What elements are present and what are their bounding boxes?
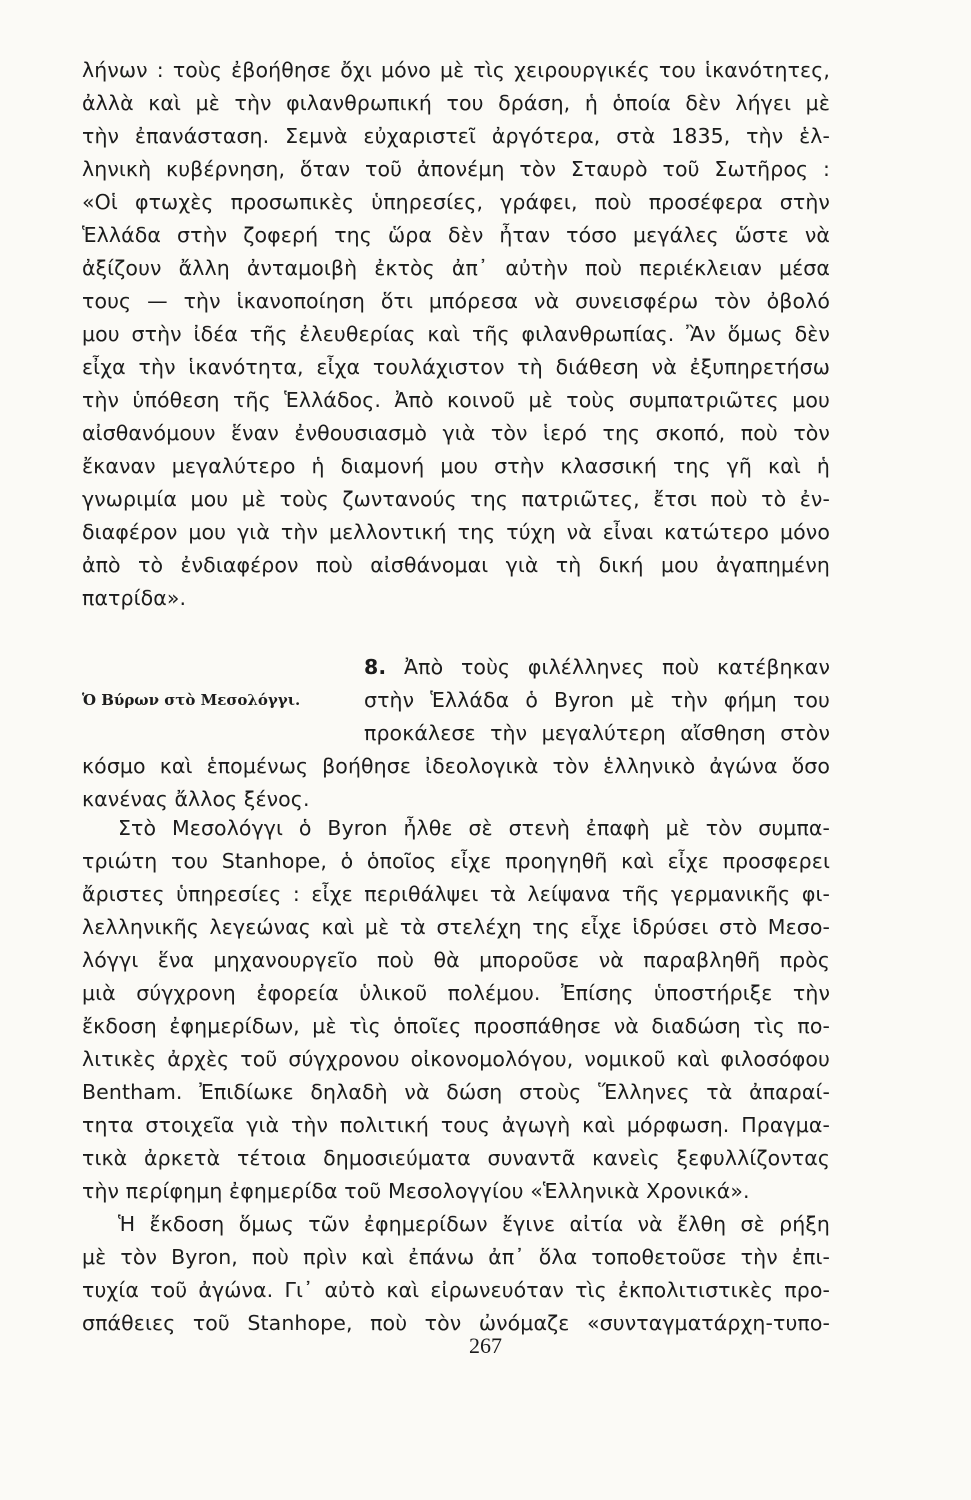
paragraph-first-line: Ἡ ἔκδοση ὅμως τῶν ἐφημερίδων ἔγινε αἰτία νὰ ἔλθη σὲ ρήξη bbox=[118, 1212, 830, 1236]
text-line: αἰσθανόμουν ἕναν ἐνθουσιασμὸ γιὰ τὸν ἱερό της σκοπό, ποὺ τὸν bbox=[82, 421, 830, 445]
text-line: σπάθειες τοῦ Stanhope, ποὺ τὸν ὠνόμαζε «συνταγματάρχη-τυπο- bbox=[82, 1311, 830, 1335]
text-line: λιτικὲς ἀρχὲς τοῦ σύγχρονου οἰκονομολόγου, νομικοῦ καὶ φιλοσόφου bbox=[82, 1047, 830, 1071]
section-number: 8. bbox=[364, 655, 387, 679]
text-line: κανένας ἄλλος ξένος. bbox=[82, 787, 310, 811]
text-line: λόγγι ἕνα μηχανουργεῖο ποὺ θὰ μποροῦσε νὰ παραβληθῆ πρὸς bbox=[82, 948, 830, 972]
text-line: τυχία τοῦ ἀγώνα. Γι᾽ αὐτὸ καὶ εἰρωνευόταν τὶς ἐκπολιτιστικὲς προ- bbox=[82, 1278, 830, 1302]
text-line: κόσμο καὶ ἑπομένως βοήθησε ἰδεολογικὰ τὸν ἑλληνικὸ ἀγώνα ὅσο bbox=[82, 754, 830, 778]
section-heading-line bbox=[364, 651, 830, 684]
text-line: τὴν περίφημη ἐφημερίδα τοῦ Μεσολογγίου «Ἑλληνικὰ Χρονικά». bbox=[82, 1179, 750, 1203]
text-line: «Οἱ φτωχὲς προσωπικὲς ὑπηρεσίες, γράφει, ποὺ προσέφερα στὴν bbox=[82, 190, 830, 214]
text-line: τὴν ὑπόθεση τῆς Ἑλλάδος. Ἀπὸ κοινοῦ μὲ τοὺς συμπατριῶτες μου bbox=[82, 388, 830, 412]
text-line: στὴν Ἑλλάδα ὁ Byron μὲ τὴν φήμη του bbox=[364, 688, 830, 712]
text-line: πατρίδα». bbox=[82, 586, 187, 610]
side-heading: Ὁ Βύρων στὸ Μεσολόγγι. bbox=[82, 691, 301, 709]
section-line-text: Ἀπὸ τοὺς φιλέλληνες ποὺ κατέβηκαν bbox=[404, 655, 830, 679]
text-line: τους — τὴν ἱκανοποίηση ὅτι μπόρεσα νὰ συνεισφέρω τὸν ὀβολό bbox=[82, 289, 830, 313]
text-line: μιὰ σύγχρονη ἐφορεία ὑλικοῦ πολέμου. Ἐπίσης ὑποστήριξε τὴν bbox=[82, 981, 830, 1005]
text-line: ληνικὴ κυβέρνηση, ὅταν τοῦ ἀπονέμη τὸν Σταυρὸ τοῦ Σωτῆρος : bbox=[82, 157, 830, 181]
text-line: Bentham. Ἐπιδίωκε δηλαδὴ νὰ δώση στοὺς Ἕλληνες τὰ ἀπαραί- bbox=[82, 1080, 830, 1104]
text-line: Ἑλλάδα στὴν ζοφερή της ὥρα δὲν ἦταν τόσο μεγάλες ὥστε νὰ bbox=[82, 223, 830, 247]
text-line: τητα στοιχεῖα γιὰ τὴν πολιτική τους ἀγωγὴ καὶ μόρφωση. Πραγμα- bbox=[82, 1113, 830, 1137]
text-line: μὲ τὸν Byron, ποὺ πρὶν καὶ ἐπάνω ἀπ᾽ ὅλα τοποθετοῦσε τὴν ἐπι- bbox=[82, 1245, 830, 1269]
page-number: 267 bbox=[469, 1333, 502, 1358]
text-line: ἀλλὰ καὶ μὲ τὴν φιλανθρωπική του δράση, ἡ ὁποία δὲν λήγει μὲ bbox=[82, 91, 830, 115]
text-line: τὴν ἐπανάσταση. Σεμνὰ εὐχαριστεῖ ἀργότερα, στὰ 1835, τὴν ἑλ- bbox=[82, 124, 830, 148]
text-line: προκάλεσε τὴν μεγαλύτερη αἴσθηση στὸν bbox=[364, 721, 830, 745]
text-line: ἔκδοση ἐφημερίδων, μὲ τὶς ὁποῖες προσπάθησε νὰ διαδώση τὶς πο- bbox=[82, 1014, 830, 1038]
text-line: τριώτη του Stanhope, ὁ ὁποῖος εἶχε προηγηθῆ καὶ εἶχε προσφερει bbox=[82, 849, 830, 873]
text-line: ἔκαναν μεγαλύτερο ἡ διαμονή μου στὴν κλασσική της γῆ καὶ ἡ bbox=[82, 454, 830, 478]
text-line: λελληνικῆς λεγεώνας καὶ μὲ τὰ στελέχη της εἶχε ἱδρύσει στὸ Μεσο- bbox=[82, 915, 830, 939]
text-line: γνωριμία μου μὲ τοὺς ζωντανούς της πατριῶτες, ἔτσι ποὺ τὸ ἐν- bbox=[82, 487, 830, 511]
text-line: μου στὴν ἰδέα τῆς ἐλευθερίας καὶ τῆς φιλανθρωπίας. Ἂν ὅμως δὲν bbox=[82, 322, 830, 346]
text-line: ἄριστες ὑπηρεσίες : εἶχε περιθάλψει τὰ λείψανα τῆς γερμανικῆς φι- bbox=[82, 882, 830, 906]
text-line: διαφέρον μου γιὰ τὴν μελλοντική της τύχη νὰ εἶναι κατώτερο μόνο bbox=[82, 520, 830, 544]
text-line: ἀπὸ τὸ ἐνδιαφέρον ποὺ αἰσθάνομαι γιὰ τὴ δική μου ἀγαπημένη bbox=[82, 553, 830, 577]
paragraph-first-line: Στὸ Μεσολόγγι ὁ Byron ἦλθε σὲ στενὴ ἐπαφὴ μὲ τὸν συμπα- bbox=[118, 816, 830, 840]
text-line: ἀξίζουν ἄλλη ἀνταμοιβὴ ἐκτὸς ἀπ᾽ αὐτὴν ποὺ περιέκλειαν μέσα bbox=[82, 256, 830, 280]
text-line: εἶχα τὴν ἱκανότητα, εἶχα τουλάχιστον τὴ διάθεση νὰ ἐξυπηρετήσω bbox=[82, 355, 830, 379]
text-line: τικὰ ἀρκετὰ τέτοια δημοσιεύματα συναντᾶ κανεὶς ξεφυλλίζοντας bbox=[82, 1146, 830, 1170]
text-line: λήνων : τοὺς ἐβοήθησε ὄχι μόνο μὲ τὶς χειρουργικές του ἱκανότητες, bbox=[82, 58, 830, 82]
